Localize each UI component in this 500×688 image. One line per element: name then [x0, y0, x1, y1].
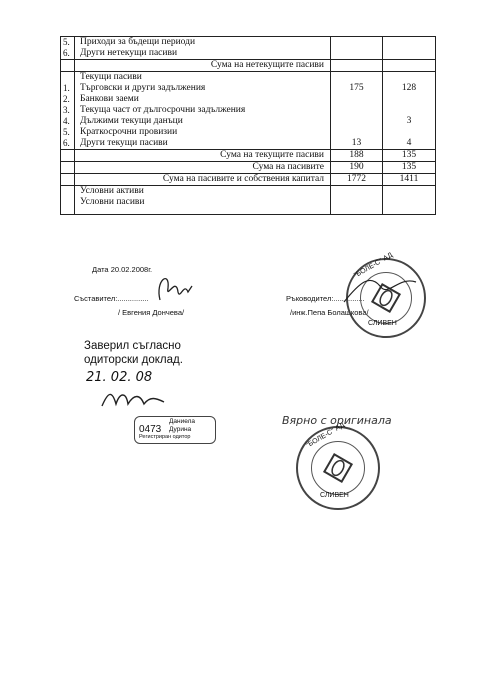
value-current: 190	[331, 162, 383, 173]
value-prior	[383, 94, 435, 105]
seal-logo-icon	[322, 452, 354, 484]
company-seal-2	[296, 421, 380, 510]
row-label: Дължими текущи данъци	[80, 116, 183, 126]
row-number: 6.	[63, 138, 70, 148]
section-header: Текущи пасиви	[80, 72, 142, 82]
row-number	[61, 174, 75, 185]
compiler-dots: ...............	[117, 294, 149, 303]
row-label: Сума на пасивите	[75, 162, 331, 173]
row-labels	[75, 72, 331, 149]
row-label: Условни пасиви	[80, 197, 145, 207]
value-prior: 4	[406, 138, 412, 148]
row-number: 5.	[61, 37, 75, 48]
row-label: Други текущи пасиви	[80, 138, 168, 148]
value-current	[331, 37, 383, 48]
manager-dots: ...............	[333, 294, 365, 303]
current-total-row	[61, 149, 435, 161]
current-values	[331, 72, 383, 149]
seal-city: СЛИВЕН	[368, 320, 397, 327]
seal-text: "БОЛЕ-С" АД	[305, 421, 346, 450]
value-current	[331, 105, 382, 116]
compiler-signature	[150, 270, 195, 306]
value-prior	[383, 105, 435, 116]
row-label: Сума на нетекущите пасиви	[75, 60, 331, 71]
row-label: Краткосрочни провизии	[80, 127, 178, 137]
auditor-stamp-number: 0473	[139, 424, 162, 435]
table-row	[61, 48, 435, 59]
value-current: 13	[351, 138, 362, 148]
auditor-stamp-title: Регистриран одитор	[139, 434, 191, 440]
row-label: Условни активи	[80, 186, 144, 196]
date-label: Дата 20.02.2008г.	[92, 265, 153, 274]
value-prior	[383, 127, 435, 138]
spacer	[63, 186, 74, 197]
auditor-signature	[98, 386, 168, 412]
row-numbers	[61, 72, 75, 149]
compiler-label	[74, 294, 149, 303]
row-label: Сума на текущите пасиви	[75, 150, 331, 161]
spacer	[80, 208, 330, 214]
value-current	[331, 48, 383, 59]
value-prior: 135	[401, 162, 417, 172]
certified-copy-note: Вярно с оригинала	[282, 414, 392, 427]
row-number: 2.	[63, 94, 70, 104]
auditor-date: 21. 02. 08	[86, 370, 153, 385]
value-current	[331, 116, 382, 127]
row-numbers	[61, 186, 75, 214]
grand-total-row	[61, 173, 435, 185]
row-number: 6.	[61, 48, 75, 59]
value-current	[331, 94, 382, 105]
spacer	[63, 208, 74, 214]
value-current: 1772	[331, 174, 383, 185]
row-number: 3.	[63, 105, 70, 115]
row-label: Банкови заеми	[80, 94, 139, 104]
seal-text: "БОЛЕ-С" АД	[353, 251, 394, 280]
spacer	[63, 72, 74, 83]
value-prior	[383, 48, 435, 59]
row-label: Сума на пасивите и собствения капитал	[75, 174, 331, 185]
value-current	[331, 127, 382, 138]
current-liabilities-block	[61, 71, 435, 149]
auditor-stamp	[134, 416, 216, 444]
value-prior: 3	[406, 116, 412, 126]
row-label: Текуща част от дългосрочни задължения	[80, 105, 246, 115]
row-label: Други нетекущи пасиви	[75, 48, 331, 59]
current-values	[331, 186, 383, 214]
manager-name: /инж.Пепа Болашкова/	[290, 308, 369, 317]
row-label: Приходи за бъдещи периоди	[75, 37, 331, 48]
value-prior	[383, 37, 435, 48]
liabilities-total-row	[61, 161, 435, 173]
value-prior	[383, 60, 435, 71]
spacer	[331, 72, 382, 83]
row-number	[61, 150, 75, 161]
auditor-stamp-name2: Дурина	[169, 426, 192, 433]
spacer	[63, 197, 74, 208]
auditor-line1: Заверил съгласно	[84, 340, 181, 352]
manager-signature	[340, 272, 420, 312]
auditor-stamp-name1: Даниела	[169, 418, 196, 425]
value-current: 188	[331, 150, 383, 161]
row-number	[61, 60, 75, 71]
table-row	[61, 37, 435, 48]
liabilities-table	[60, 36, 436, 215]
value-current: 175	[349, 83, 364, 93]
auditor-line2: одиторски доклад.	[84, 354, 183, 366]
compiler-name: / Евгения Дончева/	[118, 308, 185, 317]
noncurrent-total-row	[61, 59, 435, 71]
row-number	[61, 162, 75, 173]
manager-label-text: Ръководител:	[286, 294, 334, 303]
seal-city: СЛИВЕН	[320, 492, 349, 499]
row-number: 4.	[63, 116, 70, 126]
value-prior: 128	[401, 83, 417, 93]
contingent-block	[61, 185, 435, 214]
prior-values	[383, 72, 435, 149]
prior-values	[383, 186, 435, 214]
value-current	[331, 60, 383, 71]
value-prior: 1411	[399, 174, 419, 184]
row-labels	[75, 186, 331, 214]
value-prior: 135	[401, 150, 417, 160]
row-label: Търговски и други задължения	[80, 83, 206, 93]
compiler-label-text: Съставител:	[74, 294, 118, 303]
row-number: 5.	[63, 127, 70, 137]
row-number: 1.	[63, 83, 70, 93]
spacer	[383, 72, 435, 83]
